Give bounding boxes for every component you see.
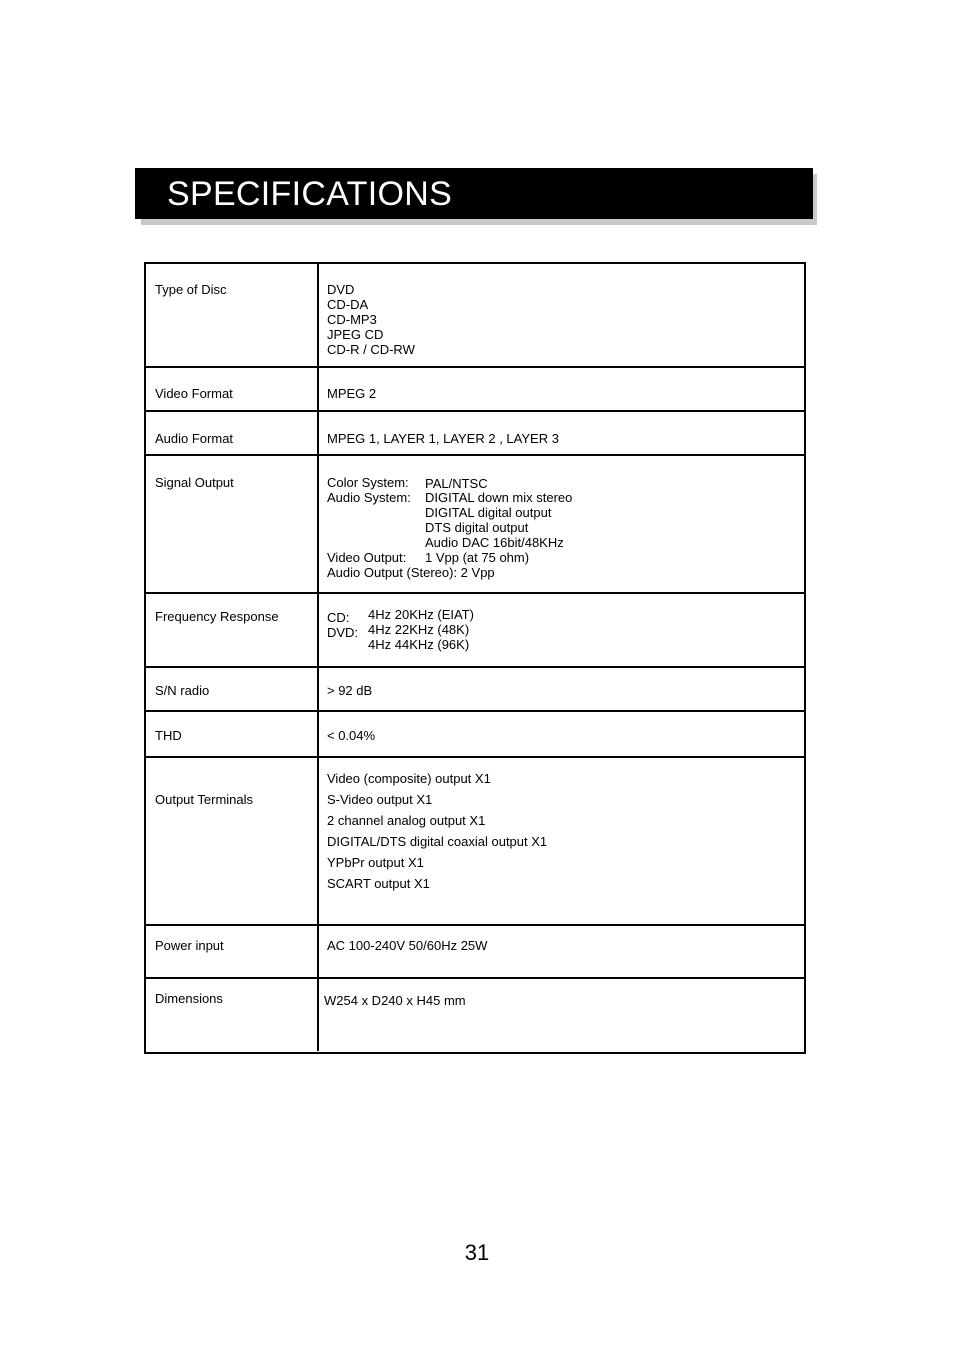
color-system-key: Color System: [327, 475, 409, 490]
spec-value: < 0.04% [327, 728, 376, 743]
spec-row-dimensions [146, 979, 804, 1051]
video-output-value: 1 Vpp (at 75 ohm) [425, 550, 530, 565]
audio-system-value: DIGITAL digital output [425, 505, 552, 520]
spec-value: DVD [327, 282, 355, 297]
spec-row-video-format [146, 368, 804, 411]
spec-row-disc [146, 264, 804, 366]
audio-system-value: DIGITAL down mix stereo [425, 490, 573, 505]
audio-output-line: Audio Output (Stereo): 2 Vpp [327, 565, 495, 580]
spec-label: Video Format [155, 386, 233, 401]
color-system-value: PAL/NTSC [425, 476, 488, 491]
spec-value: > 92 dB [327, 683, 373, 698]
spec-label: THD [155, 728, 182, 743]
spec-value: MPEG 2 [327, 386, 377, 401]
spec-value: SCART output X1 [327, 876, 430, 891]
audio-system-value: DTS digital output [425, 520, 529, 535]
spec-value: CD-MP3 [327, 312, 377, 327]
page-title: SPECIFICATIONS [167, 175, 453, 213]
spec-value: AC 100-240V 50/60Hz 25W [327, 938, 488, 953]
spec-label: Output Terminals [155, 792, 254, 807]
spec-value: CD-R / CD-RW [327, 342, 415, 357]
spec-label: Frequency Response [155, 609, 279, 624]
spec-label: Signal Output [155, 475, 234, 490]
spec-label: Dimensions [155, 991, 223, 1006]
spec-label: Type of Disc [155, 282, 227, 297]
spec-row-power-input [146, 926, 804, 977]
frequency-value: 4Hz 22KHz (48K) [368, 622, 470, 637]
audio-system-key: Audio System: [327, 490, 411, 505]
cd-key: CD: [327, 610, 350, 625]
spec-row-frequency-response [146, 594, 804, 666]
spec-value: JPEG CD [327, 327, 384, 342]
spec-label: S/N radio [155, 683, 210, 698]
specifications-banner [135, 168, 813, 219]
spec-value: 2 channel analog output X1 [327, 813, 486, 828]
spec-row-signal-output [146, 456, 804, 592]
frequency-value: 4Hz 44KHz (96K) [368, 637, 470, 652]
audio-system-value: Audio DAC 16bit/48KHz [425, 535, 564, 550]
spec-value: DIGITAL/DTS digital coaxial output X1 [327, 834, 548, 849]
page-number: 31 [464, 1240, 490, 1265]
video-output-key: Video Output: [327, 550, 407, 565]
spec-label: Power input [155, 938, 224, 953]
spec-label: Audio Format [155, 431, 234, 446]
frequency-value: 4Hz 20KHz (EIAT) [368, 607, 474, 622]
spec-row-audio-format [146, 412, 804, 454]
spec-value: W254 x D240 x H45 mm [324, 993, 466, 1008]
spec-value: MPEG 1, LAYER 1, LAYER 2 , LAYER 3 [327, 431, 559, 446]
spec-value: S-Video output X1 [327, 792, 433, 807]
spec-value: YPbPr output X1 [327, 855, 424, 870]
spec-row-output-terminals [146, 758, 804, 924]
spec-row-thd [146, 712, 804, 756]
spec-value: CD-DA [327, 297, 369, 312]
dvd-key: DVD: [327, 625, 359, 640]
spec-value: Video (composite) output X1 [327, 771, 491, 786]
specifications-table [144, 262, 806, 1054]
spec-row-sn [146, 668, 804, 710]
